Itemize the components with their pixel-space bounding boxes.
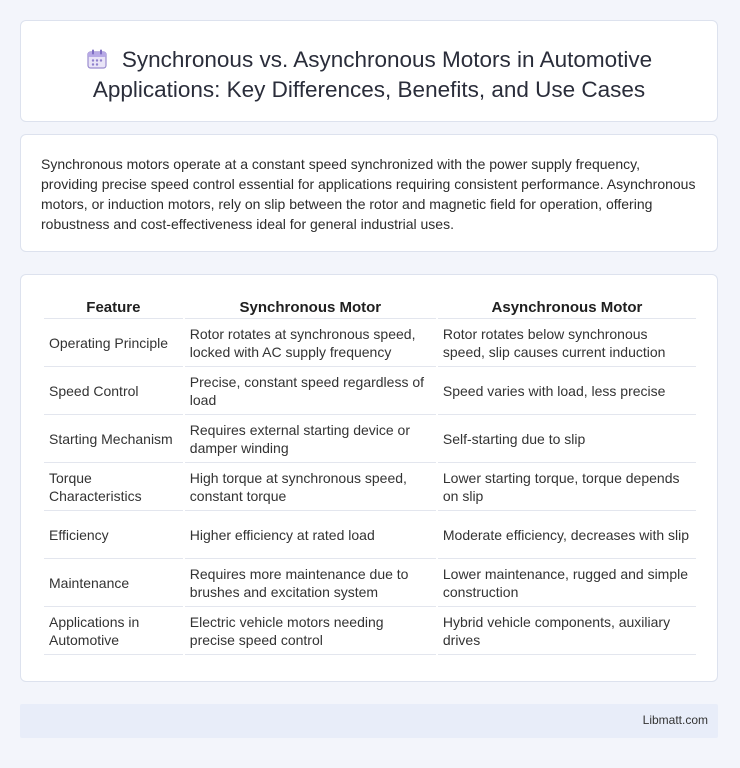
feature-cell: Efficiency bbox=[44, 511, 183, 559]
page-title-text: Synchronous vs. Asynchronous Motors in Automotive Applications: Key Differences, Benefits, and Use Cases bbox=[92, 47, 653, 102]
asynchronous-cell: Speed varies with load, less precise bbox=[438, 367, 696, 415]
feature-cell: Maintenance bbox=[44, 559, 183, 607]
asynchronous-cell: Rotor rotates below synchronous speed, slip causes current induction bbox=[438, 319, 696, 367]
asynchronous-cell: Self-starting due to slip bbox=[438, 415, 696, 463]
table-row bbox=[44, 559, 696, 607]
footer-brand-link[interactable]: Libmatt.com bbox=[642, 713, 708, 727]
intro-card bbox=[20, 134, 718, 252]
comparison-card bbox=[20, 274, 718, 682]
feature-cell: Starting Mechanism bbox=[44, 415, 183, 463]
synchronous-cell: Higher efficiency at rated load bbox=[185, 511, 436, 559]
table-row bbox=[44, 319, 696, 367]
comparison-table bbox=[42, 297, 698, 655]
asynchronous-cell: Lower starting torque, torque depends on slip bbox=[438, 463, 696, 511]
feature-cell: Speed Control bbox=[44, 367, 183, 415]
asynchronous-cell: Moderate efficiency, decreases with slip bbox=[438, 511, 696, 559]
table-row bbox=[44, 607, 696, 655]
synchronous-cell: Electric vehicle motors needing precise speed control bbox=[185, 607, 436, 655]
synchronous-cell: Precise, constant speed regardless of load bbox=[185, 367, 436, 415]
intro-paragraph: Synchronous motors operate at a constant speed synchronized with the power supply frequency, providing precise speed control essential for applications requiring consistent performance. Asynchronous motors, or induction motors, rely on slip between the rotor and magnetic field for operation, offering robustness and cost-effectiveness ideal for general industrial uses. bbox=[41, 156, 696, 232]
table-row bbox=[44, 463, 696, 511]
table-row bbox=[44, 367, 696, 415]
table-row bbox=[44, 415, 696, 463]
table-row bbox=[44, 511, 696, 559]
column-header: Feature bbox=[44, 297, 183, 319]
column-header: Synchronous Motor bbox=[185, 297, 436, 319]
asynchronous-cell: Lower maintenance, rugged and simple construction bbox=[438, 559, 696, 607]
synchronous-cell: Requires more maintenance due to brushes and excitation system bbox=[185, 559, 436, 607]
feature-cell: Torque Characteristics bbox=[44, 463, 183, 511]
calendar-icon bbox=[86, 48, 108, 70]
synchronous-cell: Requires external starting device or damper winding bbox=[185, 415, 436, 463]
asynchronous-cell: Hybrid vehicle components, auxiliary drives bbox=[438, 607, 696, 655]
feature-cell: Applications in Automotive bbox=[44, 607, 183, 655]
synchronous-cell: High torque at synchronous speed, constant torque bbox=[185, 463, 436, 511]
feature-cell: Operating Principle bbox=[44, 319, 183, 367]
title-card bbox=[20, 20, 718, 122]
column-header: Asynchronous Motor bbox=[438, 297, 696, 319]
synchronous-cell: Rotor rotates at synchronous speed, locked with AC supply frequency bbox=[185, 319, 436, 367]
table-header-row bbox=[44, 297, 696, 319]
page-title bbox=[41, 45, 697, 105]
footer-bar bbox=[20, 704, 718, 738]
